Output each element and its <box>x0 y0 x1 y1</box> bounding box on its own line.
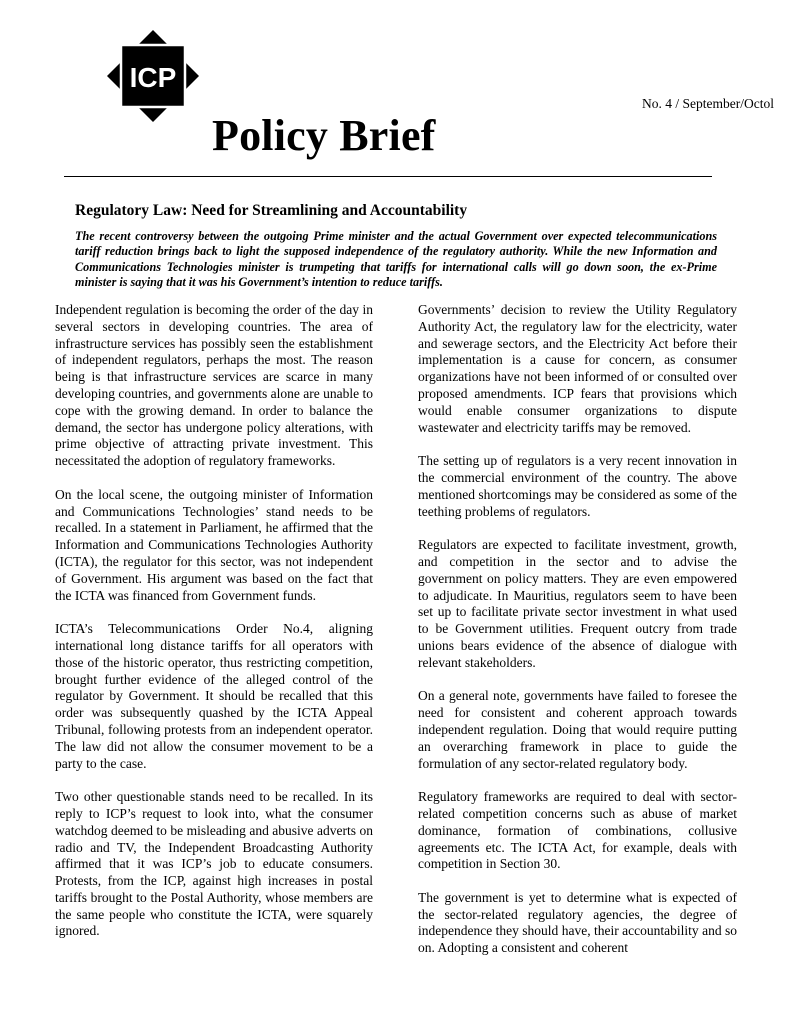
page-title: Policy Brief <box>212 111 436 160</box>
article-headline: Regulatory Law: Need for Streamlining and Accountability <box>75 202 468 219</box>
paragraph: Regulators are expected to facilitate investment, growth, and competition in the sector and to advise the government on policy matters. They are even empowered to adjudicate. In Mauritius, regulators seem to have been set up to facilitate private sector investment in what used to be Government utilities. Frequent outcry from trade unions bears evidence of the absence of dialogue with relevant stakeholders. <box>418 537 737 670</box>
left-column <box>55 302 373 957</box>
icp-logo <box>107 30 199 122</box>
paragraph: Two other questionable stands need to be recalled. In its reply to ICP’s request to look into, what the consumer watchdog deemed to be misleading and abusive adverts on radio and TV, the Independent Broadcasting Authority affirmed that it was ICP’s job to educate consumers. Protests, from the ICP, against high increases in postal tariffs brought to the Postal Authority, whose members are the same people who constitute the ICTA, were squarely ignored. <box>55 789 373 939</box>
paragraph: The government is yet to determine what is expected of the sector-related regulatory agencies, the degree of independence they should have, their accountability and so on. Adopting a consistent and coherent <box>418 889 737 956</box>
issue-number: No. 4 / September/Octol <box>642 96 774 111</box>
paragraph: The setting up of regulators is a very recent innovation in the commercial environment of the country. The above mentioned shortcomings may be considered as some of the teething problems of regulators. <box>418 453 737 519</box>
paragraph: On the local scene, the outgoing minister of Information and Communications Technologies’ stand needs to be recalled. In a statement in Parliament, he affirmed that the Information and Communications Technologies Authority (ICTA), the regulator for this sector, was not independent of Government. His argument was based on the fact that the ICTA was financed from Government funds. <box>55 486 373 603</box>
paragraph: On a general note, governments have failed to foresee the need for consistent and coherent approach towards independent regulation. Doing that would require putting an overarching framework in place to guide the formulation of any sector-related regulatory body. <box>418 688 737 771</box>
article-abstract: The recent controversy between the outgoing Prime minister and the actual Government over expected telecommunications tariff reduction brings back to light the supposed independence of the regulatory authority. While the new Information and Communications Technologies minister is trumpeting that tariffs for international calls will go down soon, the ex-Prime minister is saying that it was his Government’s intention to reduce tariffs. <box>75 229 717 290</box>
right-column <box>418 302 737 974</box>
paragraph: ICTA’s Telecommunications Order No.4, aligning international long distance tariffs for all operators with those of the historic operator, thus restricting competition, brought further evidence of the alleged control of the regulator by Government. It should be recalled that this order was subsequently quashed by the ICTA Appeal Tribunal, following protests from an independent operator. The law did not allow the consumer movement to be a party to the case. <box>55 621 373 771</box>
paragraph: Independent regulation is becoming the order of the day in several sectors in developing countries. The area of infrastructure services has possibly seen the establishment of independent regulators, perhaps the most. The reason being is that infrastructure services are scarce in many developing countries, and governments alone are unable to cope with the growing demand. In order to balance the demand, the sector has undergone policy alterations, with prime objective of attracting private investment. This necessitated the adoption of regulatory frameworks. <box>55 302 373 469</box>
icp-logo-mark <box>107 30 199 122</box>
paragraph: Regulatory frameworks are required to deal with sector-related competition concerns such as abuse of market dominance, formation of combinations, collusive agreements etc. The ICTA Act, for example, deals with competition in Section 30. <box>418 789 737 872</box>
header-divider <box>64 176 712 177</box>
logo-text: ICP <box>129 62 177 93</box>
paragraph: Governments’ decision to review the Utility Regulatory Authority Act, the regulatory law for the electricity, water and sewerage sectors, and the Electricity Act before their implementation is a cause for concern, as consumer organizations have not been informed of or consulted over proposed amendments. ICP fears that provisions which would enable consumer organizations to dispute wastewater and electricity tariffs may be removed. <box>418 302 737 435</box>
